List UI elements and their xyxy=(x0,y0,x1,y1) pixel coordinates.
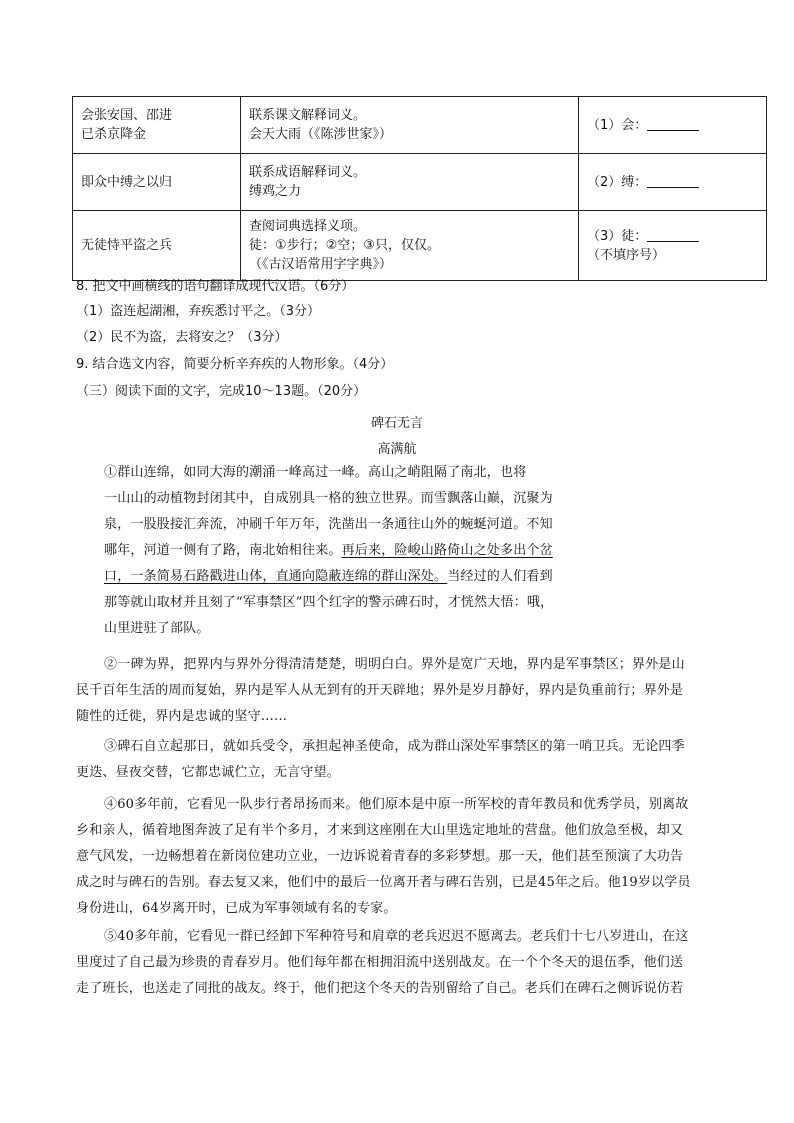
paragraph-line: ④60多年前，它看见一队步行者昂扬而来。他们原本是中原一所军校的青年教员和优秀学员，别离故 xyxy=(104,797,689,812)
cell-line: 即众中缚之以归 xyxy=(81,174,173,190)
paragraph-line: ③碑石自立起那日，就如兵受令，承担起神圣使命，成为群山深处军事禁区的第一哨卫兵。无论四季 xyxy=(104,739,685,754)
paragraph-line xyxy=(104,538,553,564)
paragraph-line: 那等就山取材并且刻了“军事禁区”四个红字的警示碑石时，才恍然大悟：哦， xyxy=(104,595,554,610)
paragraph-line: ②一碑为界，把界内与界外分得清清楚楚，明明白白。界外是宽广天地，界内是军事禁区；界外是山 xyxy=(104,657,685,672)
paragraph-line: 随性的迁徙，界内是忠诚的坚守…… xyxy=(76,709,288,724)
answer-blank[interactable] xyxy=(647,116,699,131)
answer-label: （3）徒： xyxy=(587,228,648,244)
paragraph-line: ①群山连绵，如同大海的潮涌一峰高过一峰。高山之峭阻隔了南北，也将 xyxy=(104,465,527,480)
answer-line xyxy=(587,116,758,135)
paragraph-line: 一山山的动植物封闭其中，自成别具一格的独立世界。而雪飘落山巅，沉聚为 xyxy=(104,491,553,506)
cell-line: 联系课文解释词义。 xyxy=(249,108,367,123)
question-8-1: （1）盗连起湖湘，弃疾悉讨平之。（3分） xyxy=(76,304,321,319)
cell-line: 会张安国、邵进 xyxy=(81,108,173,123)
paragraph-line: 走了班长，也送走了同批的战友。终于，他们把这个冬天的告别留给了自己。老兵们在碑石之侧诉说仿若 xyxy=(76,981,684,996)
text-segment: 哪年，河道一侧有了路，南北始相往来。 xyxy=(104,543,342,558)
answer-line xyxy=(587,173,758,192)
paragraph-line: 成之时与碑石的告别。春去复又来，他们中的最后一位离开者与碑石告别，已是45年之后。他19岁以学员 xyxy=(76,875,691,890)
vocabulary-table xyxy=(72,96,767,281)
paragraph-2 xyxy=(76,652,685,730)
article-author: 高满航 xyxy=(377,442,417,457)
answer-blank[interactable] xyxy=(647,173,699,188)
answer-label: （1）会： xyxy=(587,117,648,133)
underlined-sentence: 口，一条简易石路戳进山体，直通向隐蔽连绵的群山深处。 xyxy=(104,569,448,584)
text-segment: 当经过的人们看到 xyxy=(447,569,553,584)
method-cell xyxy=(241,211,579,281)
article-title: 碑石无言 xyxy=(370,416,423,431)
method-cell xyxy=(241,97,579,154)
table-row xyxy=(73,97,767,154)
method-cell xyxy=(241,154,579,211)
paragraph-line xyxy=(104,564,553,590)
paragraph-line: 泉，一股股接汇奔流，冲刷千年万年，洗凿出一条通往山外的蜿蜒河道。不知 xyxy=(104,517,553,532)
paragraph-5 xyxy=(76,924,689,1002)
cell-line: （《古汉语常用字字典》） xyxy=(249,257,393,272)
paragraph-line: 意气风发，一边畅想着在新岗位建功立业，一边诉说着青春的多彩梦想。那一天，他们甚至预演了大功告 xyxy=(76,849,684,864)
paragraph-1 xyxy=(104,460,553,642)
sentence-cell xyxy=(73,211,241,281)
paragraph-3 xyxy=(76,734,685,786)
sentence-cell xyxy=(73,97,241,154)
answer-cell xyxy=(579,211,767,281)
answer-label: （2）缚： xyxy=(587,174,648,190)
cell-line: 缚鸡之力 xyxy=(249,184,302,199)
sentence-cell xyxy=(73,154,241,211)
answer-line xyxy=(587,227,758,246)
paragraph-line: 乡和亲人，循着地图奔波了足有半个多月，才来到这座刚在大山里选定地址的营盘。他们放急至极，却又 xyxy=(76,823,684,838)
underlined-sentence: 再后来，险峻山路倚山之处多出个岔 xyxy=(341,543,553,558)
paragraph-4 xyxy=(76,792,691,922)
cell-line: 无徒恃平盗之兵 xyxy=(81,238,173,253)
answer-cell xyxy=(579,154,767,211)
cell-line: 联系成语解释词义。 xyxy=(249,165,367,180)
cell-line: 徒：①步行；②空；③只，仅仅。 xyxy=(249,238,440,253)
cell-line: 已杀京降金 xyxy=(81,127,147,142)
paragraph-line: 山里进驻了部队。 xyxy=(104,621,210,636)
cell-line: 会天大雨（《陈涉世家》） xyxy=(249,127,393,142)
table-row xyxy=(73,154,767,211)
section-3-heading: （三）阅读下面的文字，完成10～13题。（20分） xyxy=(76,384,367,399)
question-8: 8. 把文中画横线的语句翻译成现代汉语。（6分） xyxy=(76,279,355,294)
paragraph-line: 里度过了自己最为珍贵的青春岁月。他们每年都在相拥泪流中送别战友。在一个个冬天的退伍季，他们送 xyxy=(76,955,684,970)
table-row xyxy=(73,211,767,281)
answer-blank[interactable] xyxy=(647,227,699,242)
paragraph-line: 民千百年生活的周而复始，界内是军人从无到有的开天辟地；界外是岁月静好，界内是负重前行；界外是 xyxy=(76,683,684,698)
paragraph-line: ⑤40多年前，它看见一群已经卸下军种符号和肩章的老兵迟迟不愿离去。老兵们十七八岁进山，在这 xyxy=(104,929,689,944)
cell-line: 查阅词典选择义项。 xyxy=(249,219,367,234)
answer-note: （不填序号） xyxy=(587,247,666,263)
paragraph-line: 更迭、昼夜交替，它都忠诚伫立，无言守望。 xyxy=(76,765,341,780)
paragraph-line: 身份进山，64岁离开时，已成为军事领域有名的专家。 xyxy=(76,901,397,916)
question-9: 9. 结合选文内容，简要分析辛弃疾的人物形象。（4分） xyxy=(76,357,394,372)
answer-cell xyxy=(579,97,767,154)
question-8-2: （2）民不为盗，去将安之？（3分） xyxy=(76,330,288,345)
